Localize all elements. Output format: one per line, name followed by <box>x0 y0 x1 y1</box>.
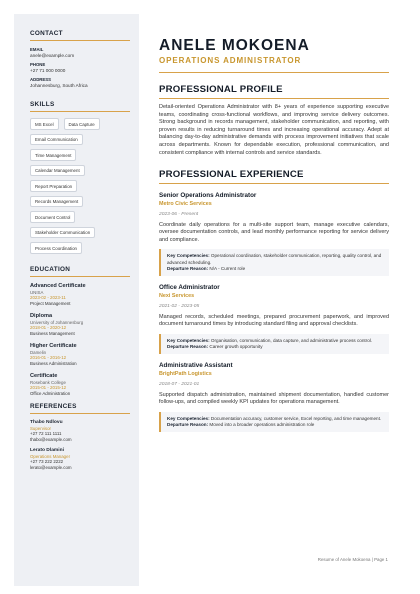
job-competencies: Documentation accuracy, customer service, Excel reporting, and time management. <box>210 415 382 421</box>
job-departure: Career growth opportunity <box>209 343 263 349</box>
skill-tag: Document Control <box>30 211 75 223</box>
education-item <box>30 313 130 336</box>
phone-value: +27 71 000 0000 <box>30 68 66 73</box>
job-details-box <box>159 334 389 354</box>
job-company: Nexi Services <box>159 292 195 299</box>
education-degree: Diploma <box>30 312 53 319</box>
profile-text: Detail-oriented Operations Administrator with 8+ years of experience supporting executive teams, coordinating cross-functional workflows, and improving service delivery outcomes. Strong background in records management, stakeholder communication, and reporting, with proven results in reducing turnaround times and increasing operational accuracy. Adept at balancing day-to-day administrative demands with process improvement initiatives that scale across departments. Known for dependable execution, professional communication, and consistent compliance with internal controls and service standards. <box>159 104 389 156</box>
contact-heading: CONTACT <box>30 30 130 41</box>
phone-label: PHONE <box>30 62 46 67</box>
skill-tag: Data Capture <box>64 118 100 130</box>
departure-label: Departure Reason: <box>167 343 209 349</box>
address-label: ADDRESS <box>30 77 52 82</box>
main-content <box>159 14 389 432</box>
education-dates: 2018-01 - 2020-12 <box>30 325 67 330</box>
skill-tag: Report Preparation <box>30 180 77 192</box>
departure-label: Departure Reason: <box>167 422 209 428</box>
education-field: Project Management <box>30 300 71 306</box>
education-item <box>30 373 130 396</box>
job-details-box <box>159 249 389 276</box>
job-title: Office Administrator <box>159 284 220 292</box>
reference-name: Thabo Ndlovu <box>30 419 63 425</box>
job-entry <box>159 362 389 432</box>
skill-tag: Email Communication <box>30 134 83 146</box>
competencies-label: Key Competencies: <box>167 415 210 421</box>
job-details-box <box>159 412 389 432</box>
education-institution: Damelin <box>30 349 47 355</box>
reference-email: thabo@example.com <box>30 436 72 442</box>
job-dates: 2021-02 - 2023-05 <box>159 303 200 309</box>
education-degree: Higher Certificate <box>30 342 77 349</box>
education-field: Office Administration <box>30 390 71 396</box>
profile-heading: PROFESSIONAL PROFILE <box>159 84 389 99</box>
job-departure: Moved into a broader operations administration role <box>209 422 315 428</box>
competencies-label: Key Competencies: <box>167 253 210 259</box>
email-label: EMAIL <box>30 47 44 52</box>
email-value: anele@example.com <box>30 53 75 58</box>
header-divider <box>159 72 389 73</box>
page-footer: Resume of Anele Mokoena | Page 1 <box>317 557 388 562</box>
job-title: Senior Operations Administrator <box>159 192 257 200</box>
job-company: Metro Civic Services <box>159 200 212 207</box>
candidate-name: ANELE MOKOENA <box>159 37 310 54</box>
job-competencies: Organisation, communication, data capture, and administrative process control. <box>210 337 373 343</box>
skill-tag: Records Management <box>30 196 83 208</box>
skill-tag: MS Excel <box>30 118 59 130</box>
education-dates: 2015-01 - 2015-12 <box>30 385 67 390</box>
address-value: Johannesburg, South Africa <box>30 83 88 88</box>
education-item <box>30 343 130 366</box>
job-entry <box>159 192 389 276</box>
candidate-title: OPERATIONS ADMINISTRATOR <box>159 56 302 65</box>
skills-list <box>30 118 130 254</box>
job-dates: 2023-06 - Present <box>159 211 199 217</box>
education-item <box>30 283 130 306</box>
skill-tag: Stakeholder Communication <box>30 227 95 239</box>
education-dates: 2016-01 - 2016-12 <box>30 355 67 360</box>
education-dates: 2023-02 - 2023-11 <box>30 295 66 300</box>
job-entry <box>159 284 389 354</box>
skill-tag: Calendar Management <box>30 165 85 177</box>
contact-section <box>30 47 130 88</box>
education-field: Business Management <box>30 330 75 336</box>
reference-item <box>30 420 130 442</box>
education-field: Business Administration <box>30 360 77 366</box>
job-company: BrightPath Logistics <box>159 370 212 377</box>
reference-item <box>30 448 130 470</box>
competencies-label: Key Competencies: <box>167 337 210 343</box>
job-competencies: Operational coordination, stakeholder communication, reporting, quality control, and advanced scheduling. <box>167 253 382 265</box>
job-description: Supported dispatch administration, maintained shipment documentation, handled customer follow-ups, and compiled weekly KPI updates for operations management. <box>159 391 389 406</box>
education-degree: Advanced Certificate <box>30 282 86 289</box>
reference-role: Supervisor <box>30 425 51 431</box>
skill-tag: Time Management <box>30 149 76 161</box>
skills-heading: SKILLS <box>30 101 130 112</box>
education-institution: University of Johannesburg <box>30 319 84 325</box>
education-institution: UNISA <box>30 289 44 295</box>
skill-tag: Process Coordination <box>30 242 82 254</box>
education-institution: Rosebank College <box>30 379 66 385</box>
job-description: Coordinate daily operations for a multi-site support team, manage executive calendars, oversee documentation controls, and lead monthly performance reporting for service delivery and compliance. <box>159 221 389 243</box>
departure-label: Departure Reason: <box>167 265 209 271</box>
references-heading: REFERENCES <box>30 403 130 414</box>
reference-role: Operations Manager <box>30 453 71 459</box>
reference-phone: +27 73 222 2222 <box>30 459 64 464</box>
job-dates: 2018-07 - 2021-01 <box>159 381 200 387</box>
sidebar <box>14 14 139 586</box>
education-heading: EDUCATION <box>30 266 130 277</box>
reference-phone: +27 72 111 1111 <box>30 431 62 436</box>
reference-name: Lerato Dlamini <box>30 447 64 453</box>
job-title: Administrative Assistant <box>159 362 233 370</box>
job-description: Managed records, scheduled meetings, prepared procurement paperwork, and improved document turnaround times by introducing standard filing and approval checklists. <box>159 313 389 328</box>
education-degree: Certificate <box>30 372 58 379</box>
experience-heading: PROFESSIONAL EXPERIENCE <box>159 169 389 184</box>
job-departure: N/A - Current role <box>209 265 246 271</box>
reference-email: lerato@example.com <box>30 464 72 470</box>
